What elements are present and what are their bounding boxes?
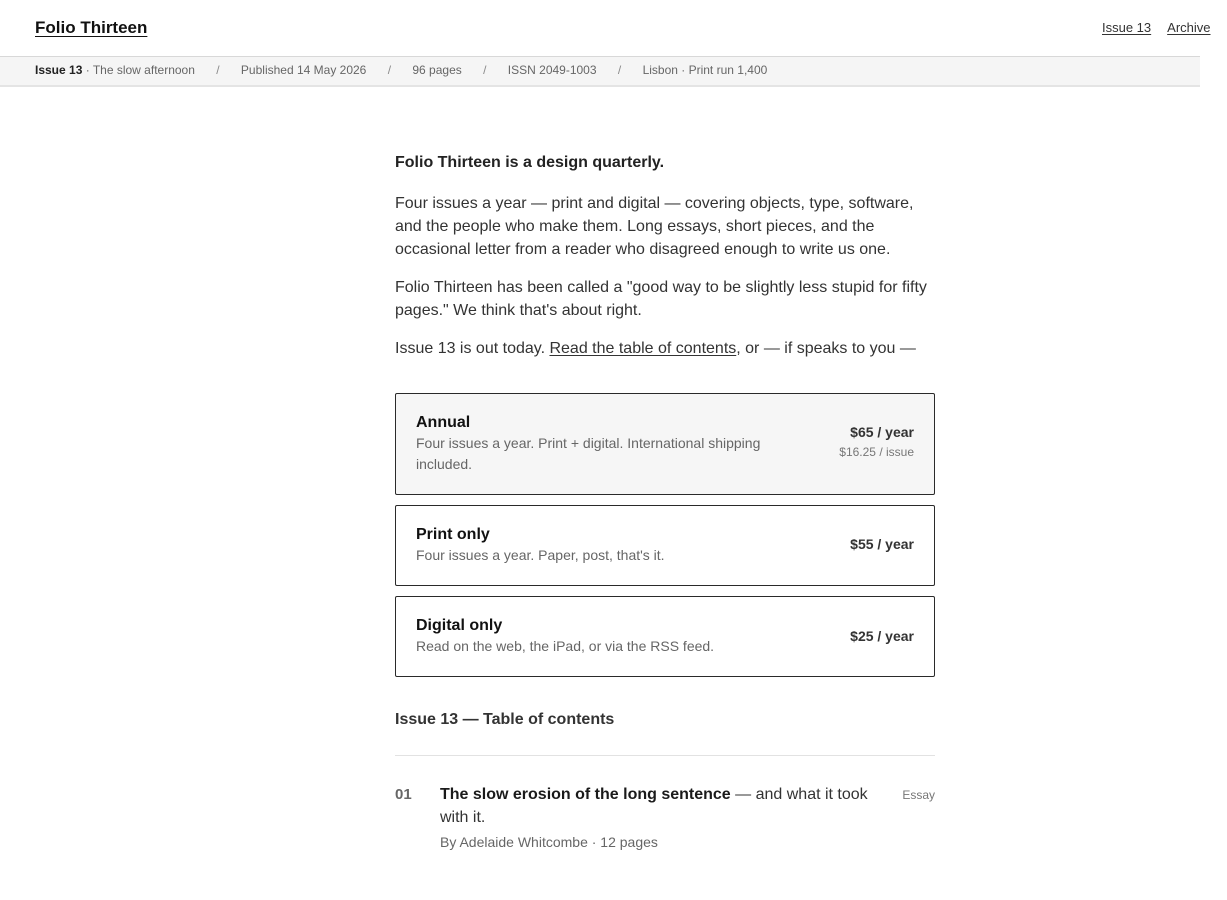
toc-item-byline: By Adelaide Whitcombe · 12 pages	[440, 834, 658, 851]
publish-date: Published 14 May 2026	[240, 63, 367, 77]
plan-description: Four issues a year. Paper, post, that's it.	[416, 547, 665, 563]
intro-cta-paragraph	[395, 337, 935, 360]
meta-separator: /	[483, 63, 487, 77]
toc-item-headline: The slow erosion of the long sentence	[440, 786, 731, 804]
intro-quote-paragraph: Folio Thirteen has been called a "good way to be slightly less stupid for fifty pages." We think that's about right.	[395, 279, 927, 319]
cta-text: Issue 13 is out today.	[395, 340, 550, 357]
toc-item-category: Essay	[902, 788, 935, 803]
subscription-plans	[395, 393, 935, 677]
print-location: Lisbon · Print run 1,400	[642, 63, 768, 77]
issue-number: Issue 13	[35, 63, 83, 77]
plan-print-only[interactable]	[395, 505, 935, 586]
top-nav	[1102, 20, 1227, 35]
plan-name: Annual	[416, 414, 471, 431]
plan-price: $65 / year	[850, 424, 914, 440]
toc-item-title	[440, 783, 890, 829]
intro-paragraph: Four issues a year — print and digital — covering objects, type, software, and the people who make them. Long essays, short pieces, and the occasional letter from a reader who disagreed enough to write us one.	[395, 195, 914, 258]
nav-link-issue-13[interactable]: Issue 13	[1102, 20, 1152, 35]
toc-item[interactable]	[395, 769, 935, 869]
nav-link-archive[interactable]: Archive	[1167, 20, 1211, 35]
cta-text-tail: , or — if speaks to you —	[736, 340, 916, 357]
plan-price-per-issue: $16.25 / issue	[839, 445, 914, 459]
meta-separator: /	[216, 63, 220, 77]
intro-lead: Folio Thirteen is a design quarterly.	[395, 154, 665, 171]
site-logo-link[interactable]: Folio Thirteen	[35, 18, 148, 37]
plan-description: Read on the web, the iPad, or via the RSS feed.	[416, 638, 715, 654]
toc-item-subtitle: — and what it took with it.	[440, 786, 868, 827]
plan-name: Digital only	[416, 617, 503, 634]
plan-digital-only[interactable]	[395, 596, 935, 677]
page-count: 96 pages	[412, 63, 462, 77]
toc-item-number: 01	[395, 786, 412, 804]
plan-annual[interactable]	[395, 393, 935, 495]
toc-heading: Issue 13 — Table of contents	[395, 711, 935, 756]
meta-separator: /	[387, 63, 392, 77]
plan-name: Print only	[416, 526, 490, 543]
main-content	[395, 150, 935, 869]
toc-link[interactable]: Read the table of contents	[549, 340, 737, 357]
issue-meta-bar	[0, 57, 1200, 87]
plan-price: $55 / year	[850, 536, 914, 552]
issue-subtitle: · The slow afternoon	[85, 63, 195, 77]
meta-separator: /	[617, 63, 622, 77]
plan-price: $25 / year	[850, 628, 914, 644]
site-header	[0, 0, 1211, 57]
issn: ISSN 2049-1003	[507, 63, 597, 77]
plan-description: Four issues a year. Print + digital. International shipping included.	[416, 435, 761, 472]
